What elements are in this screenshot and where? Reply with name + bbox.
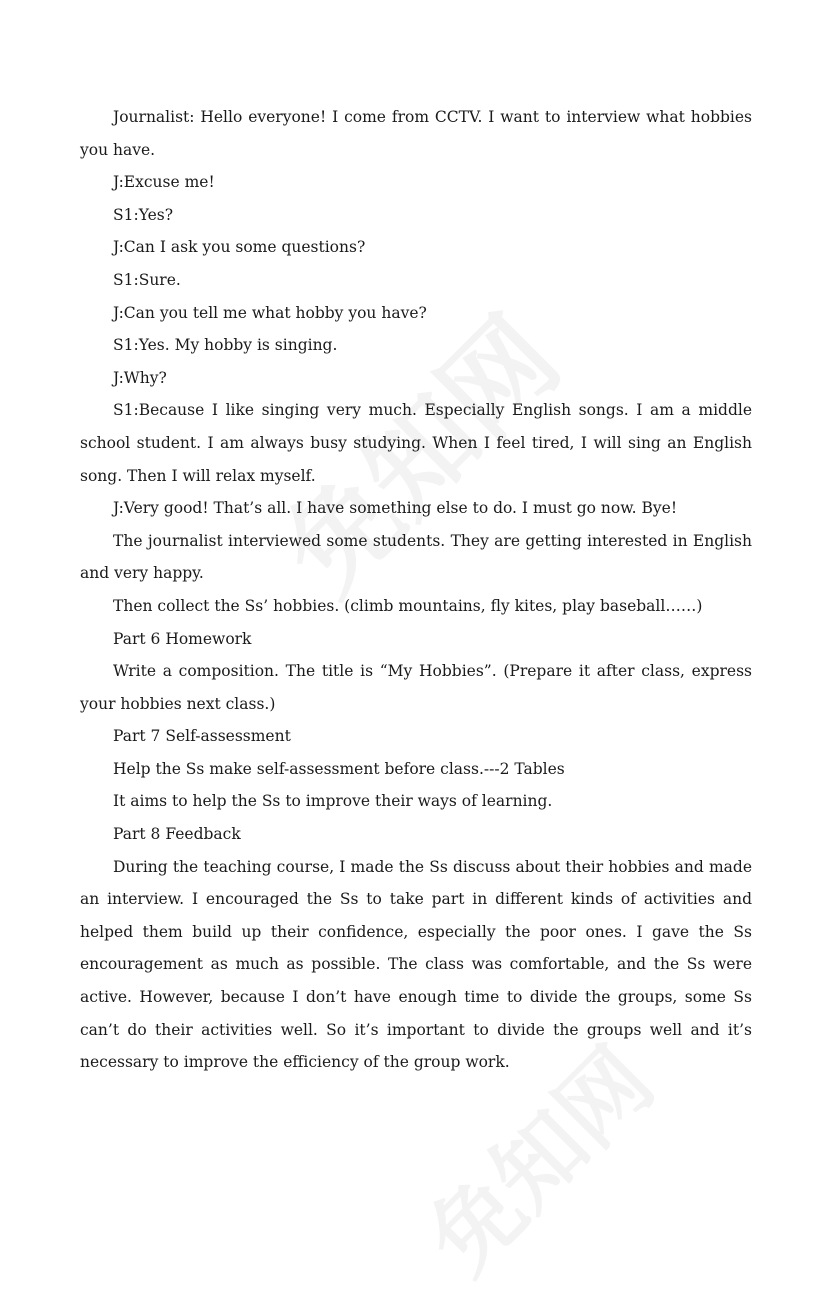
paragraph-collect-hobbies: Then collect the Ss’ hobbies. (climb mountains, fly kites, play baseball……)	[113, 596, 703, 615]
paragraph-because: S1:Because I like singing very much. Especially English songs. I am a middle school student. I am always busy studying. When I feel tired, I will sing an English song. Then I will relax myself.	[80, 401, 752, 485]
heading-part-6: Part 6 Homework	[113, 629, 252, 648]
paragraph-what-hobby: J:Can you tell me what hobby you have?	[113, 303, 427, 322]
paragraph-aims: It aims to help the Ss to improve their ways of learning.	[113, 792, 553, 811]
paragraph-ask-questions: J:Can I ask you some questions?	[113, 238, 366, 257]
heading-part-7: Part 7 Self-assessment	[113, 727, 291, 746]
paragraph-s1-yes: S1:Yes?	[113, 205, 174, 224]
document-page	[80, 101, 752, 1079]
heading-part-8: Part 8 Feedback	[113, 825, 241, 844]
paragraph-feedback: During the teaching course, I made the Ss discuss about their hobbies and made an interview. I encouraged the Ss to take part in different kinds of activities and helped them build up their confidence, especially the poor ones. I gave the Ss encouragement as much as possible. The class was comfortable, and the Ss were active. However, because I don’t have enough time to divide the groups, some Ss can’t do their activities well. So it’s important to divide the groups well and it’s necessary to improve the efficiency of the group work.	[80, 857, 752, 1072]
paragraph-journalist-interviewed: The journalist interviewed some students. They are getting interested in English and very happy.	[80, 531, 752, 583]
paragraph-why: J:Why?	[113, 368, 167, 387]
paragraph-s1-sure: S1:Sure.	[113, 270, 181, 289]
paragraph-homework: Write a composition. The title is “My Hobbies”. (Prepare it after class, express your hobbies next class.)	[80, 662, 752, 713]
paragraph-self-assessment: Help the Ss make self-assessment before class.---2 Tables	[113, 759, 565, 778]
paragraph-very-good: J:Very good! That’s all. I have something else to do. I must go now. Bye!	[113, 499, 678, 518]
paragraph-excuse-me: J:Excuse me!	[113, 173, 215, 192]
paragraph-journalist-intro: Journalist: Hello everyone! I come from CCTV. I want to interview what hobbies you have.	[80, 108, 752, 159]
paragraph-hobby-singing: S1:Yes. My hobby is singing.	[113, 336, 338, 355]
